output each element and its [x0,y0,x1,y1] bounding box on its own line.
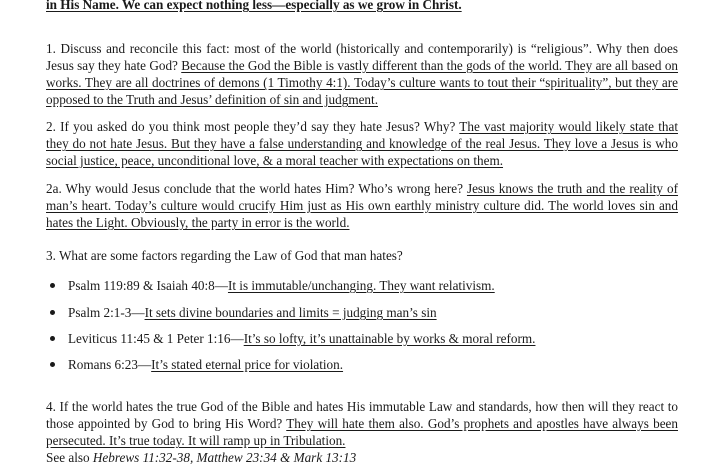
question-2-answer: The vast majority would likely state that they do not hate Jesus. But they have a false understanding and knowledge of the real Jesus. They love a Jesus is who social justice, peace, unconditional love, & a moral teacher with expectations on them. [46,119,678,168]
question-2a-answer: Jesus knows the truth and the reality of man’s heart. Today’s culture would crucify Him just as His own earthly ministry culture did. The world loves sin and hates the Light. Obviously, the party in error is the world. [46,181,679,230]
question-1-prompt: 1. Discuss and reconcile this fact: most of the world (historically and contemporarily) is “religious”. Why then does Jesus say they hate God? [46,41,678,73]
question-4 [46,398,678,449]
list-item-ref: Leviticus 11:45 & 1 Peter 1:16— [68,331,244,346]
list-item-answer: It is immutable/unchanging. They want relativism. [227,278,495,293]
question-1 [46,40,678,108]
question-2a [46,180,678,231]
list-item-answer: It’s stated eternal price for violation. [151,357,344,372]
question-4-answer: They will hate them also. God’s prophets and apostles have always been persecuted. It’s true today. It will ramp up in Tribulation. [46,416,678,448]
list-item-answer: It sets divine boundaries and limits = judging man’s sin [144,305,437,320]
list-item-answer: It’s so lofty, it’s unattainable by works & moral reform. [243,331,536,346]
question-2-prompt: 2. If you asked do you think most people they’d say they hate Jesus? Why? [46,119,460,134]
list-item [68,277,495,294]
list-item [68,356,343,373]
list-item-ref: Romans 6:23— [68,357,152,372]
question-3-prompt: 3. What are some factors regarding the Law of God that man hates? [46,248,403,263]
see-also-label: See also [46,450,93,465]
question-2 [46,118,678,169]
list-item-ref: Psalm 119:89 & Isaiah 40:8— [68,278,228,293]
see-also-refs: Hebrews 11:32-38, Matthew 23:34 & Mark 13:13 [92,450,357,465]
question-1-answer: Because the God the Bible is vastly different than the gods of the world. They are all based on works. They are all doctrines of demons (1 Timothy 4:1). Today’s culture wants to tout their “spirituality”, but they are opposed to the Truth and Jesus’ definition of sin and judgment. [46,58,679,107]
list-item-ref: Psalm 2:1-3— [68,305,145,320]
list-item [68,330,535,347]
see-also-line [46,449,678,466]
question-4-prompt: 4. If the world hates the true God of the Bible and hates His immutable Law and standards, how then will they react to those appointed by God to bring His Word? [46,399,678,431]
question-2a-prompt: 2a. Why would Jesus conclude that the world hates Him? Who’s wrong here? [46,181,467,196]
top-line: in His Name. We can expect nothing less—especially as we grow in Christ. [46,0,462,12]
list-item [68,304,437,321]
